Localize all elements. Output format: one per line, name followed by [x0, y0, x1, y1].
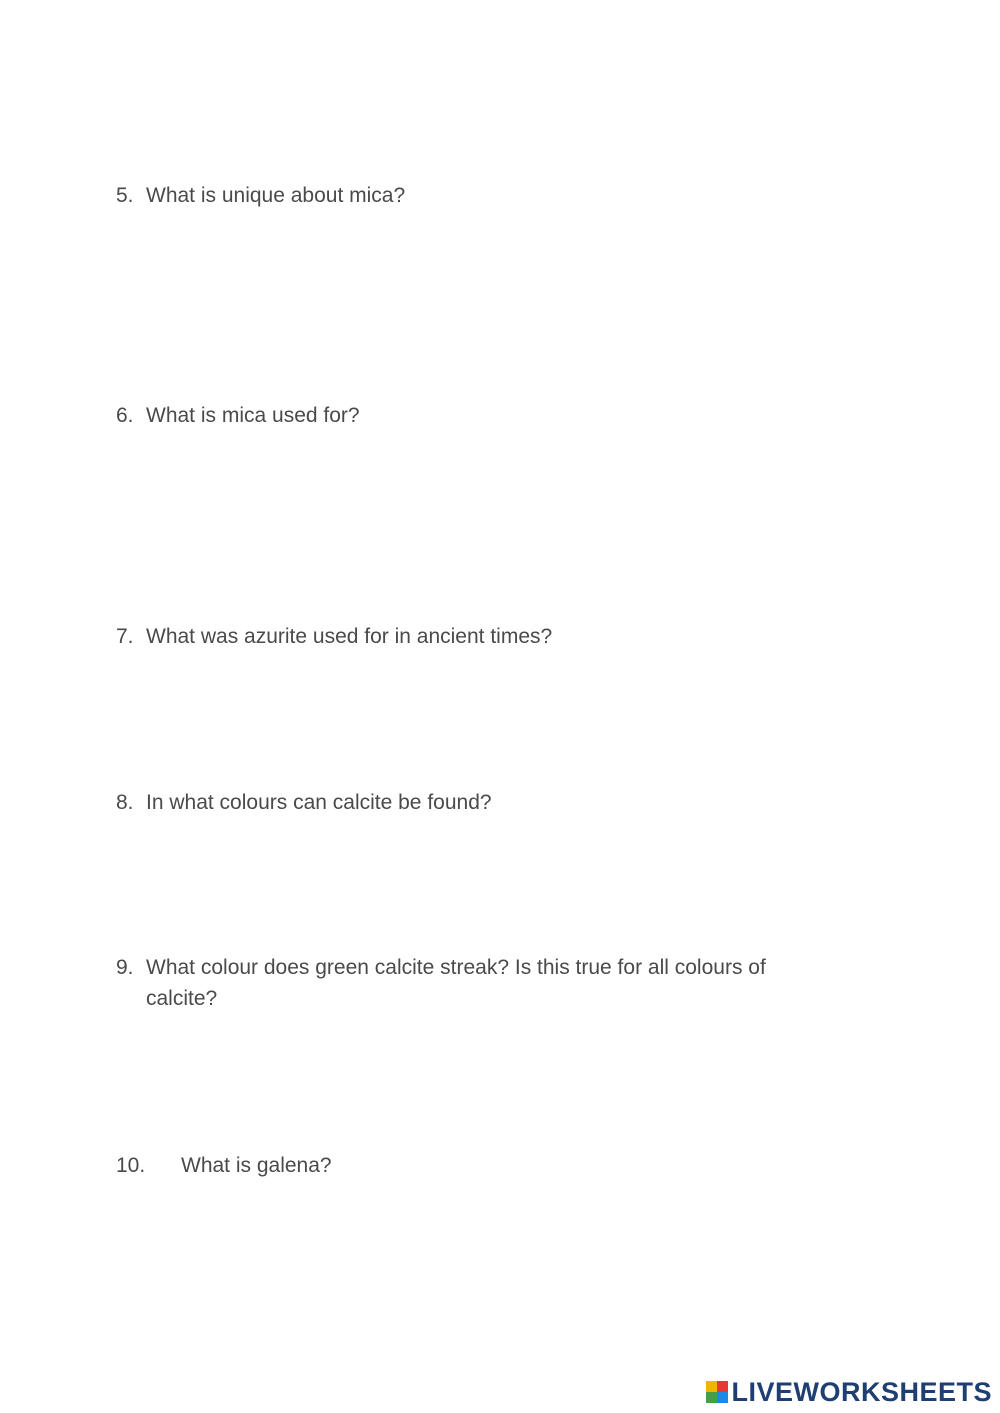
question-5 [116, 180, 836, 211]
question-6 [116, 400, 836, 431]
question-text: What colour does green calcite streak? Is this true for all colours of calcite? [146, 956, 766, 1010]
question-number: 9. [116, 956, 134, 979]
question-10 [116, 1150, 836, 1181]
question-number: 7. [116, 625, 134, 648]
question-number: 10. [116, 1154, 146, 1177]
logo-text: LIVEWORKSHEETS [731, 1377, 992, 1407]
logo-mark-square [706, 1392, 717, 1403]
question-number: 6. [116, 404, 134, 427]
question-text: What is mica used for? [146, 404, 360, 427]
question-text: In what colours can calcite be found? [146, 791, 492, 814]
liveworksheets-logo [706, 1377, 992, 1407]
question-text: What is unique about mica? [146, 184, 406, 207]
question-number: 5. [116, 184, 134, 207]
question-9 [116, 952, 836, 1014]
question-8 [116, 787, 836, 818]
question-text: What is galena? [181, 1154, 332, 1177]
liveworksheets-logo-icon [706, 1381, 728, 1403]
question-text: What was azurite used for in ancient times? [146, 625, 553, 648]
question-number: 8. [116, 791, 134, 814]
logo-mark-square [706, 1381, 717, 1392]
question-7 [116, 621, 836, 652]
logo-mark-square [717, 1392, 728, 1403]
logo-mark-square [717, 1381, 728, 1392]
